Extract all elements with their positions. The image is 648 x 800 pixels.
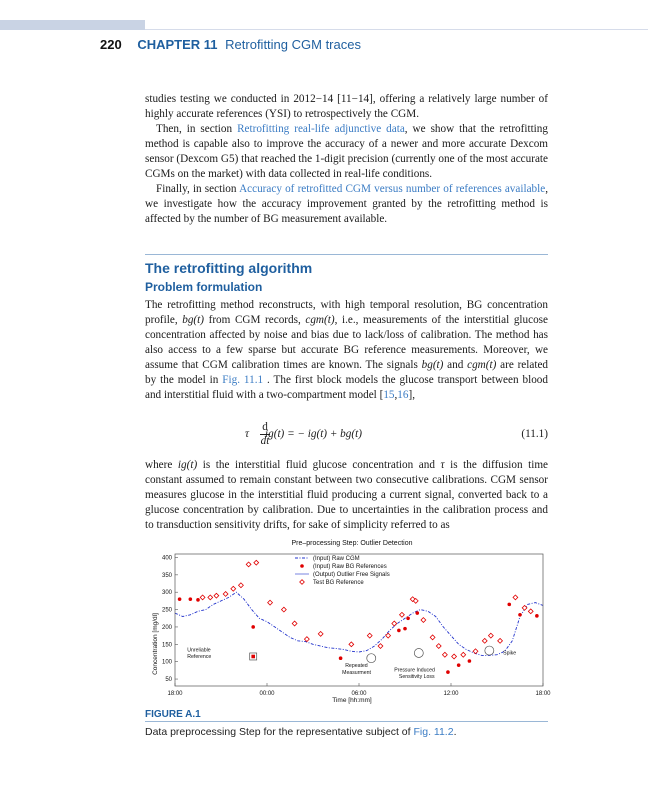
test-reference-point — [442, 652, 447, 657]
running-header — [100, 37, 361, 52]
cgm-series-line — [175, 592, 543, 655]
header-accent-bar — [0, 20, 145, 30]
y-tick-label: 350 — [161, 572, 172, 579]
test-reference-point — [488, 633, 493, 638]
equation-body: τ ig(t) = − ig(t) + bg(t) — [245, 428, 362, 440]
x-tick-label: 00:00 — [259, 691, 275, 697]
highlight-circle — [367, 654, 376, 663]
legend-label: (Input) Raw BG References — [313, 564, 387, 570]
test-reference-point — [400, 612, 405, 617]
y-tick-label: 300 — [161, 590, 172, 597]
figure-link-11-2[interactable]: Fig. 11.2 — [413, 726, 454, 738]
legend-label: (Output) Outlier Free Signals — [313, 572, 390, 578]
test-reference-point — [473, 649, 478, 654]
x-tick-label: 06:00 — [351, 691, 367, 697]
test-reference-point — [386, 633, 391, 638]
section-paragraph-1: The retrofitting method reconstructs, with high temporal resolution, BG concentration profile, bg(t) from CGM records, cgm(t), i.e., measurements of the interstitial glucose concentration affected by noise and bias due to lack/loss of calibration. The method has also access to a few sparse but accurate BG reference measurements. Moreover, we assume that CGM calibration times are known. The signals bg(t) and cgm(t) are related by the model in Fig. 11.1 . The first block models the glucose transport between blood and interstitial fluid with a two-compartment model [15,16], — [145, 299, 549, 401]
subsection-title: Problem formulation — [145, 280, 263, 294]
citation-15[interactable]: 15 — [383, 389, 395, 401]
test-reference-point — [452, 654, 457, 659]
legend-swatch-bg — [300, 564, 304, 568]
chart-annotation: Unreliable — [187, 647, 211, 654]
page-number: 220 — [100, 37, 122, 52]
bg-reference-point — [178, 597, 182, 601]
intro-paragraph-1: studies testing we conducted in 2012−14 [11−14], offering a relatively large number of highly accurate references (YSI) to retrospectively the CGM. — [145, 93, 548, 120]
outlier-detection-chart — [145, 536, 551, 706]
test-reference-point — [254, 560, 259, 565]
test-reference-point — [281, 607, 286, 612]
legend-label: (Input) Raw CGM — [313, 556, 360, 562]
section-text — [145, 298, 548, 403]
bg-reference-point — [535, 614, 539, 618]
chart-annotation: Measurment — [342, 669, 371, 676]
test-reference-point — [513, 595, 518, 600]
bg-reference-point — [403, 627, 407, 631]
test-reference-point — [318, 631, 323, 636]
test-reference-point — [436, 644, 441, 649]
legend-swatch-test — [300, 580, 305, 585]
header-rule — [145, 29, 648, 30]
chapter-title: Retrofitting CGM traces — [225, 37, 361, 52]
plot-area — [175, 560, 543, 680]
test-reference-point — [349, 642, 354, 647]
equation-11-1 — [145, 422, 548, 452]
y-tick-label: 50 — [165, 677, 172, 684]
test-reference-point — [304, 637, 309, 642]
chapter-label: CHAPTER 11 — [137, 37, 218, 52]
section-link-accuracy[interactable]: Accuracy of retrofitted CGM versus number of references available — [239, 183, 546, 195]
legend-label: Test BG Reference — [313, 580, 364, 586]
x-axis-label: Time [hh:mm] — [332, 697, 372, 704]
test-reference-point — [421, 618, 426, 623]
section-rule — [145, 254, 548, 255]
test-reference-point — [208, 595, 213, 600]
bg-reference-point — [457, 663, 461, 667]
bg-reference-point — [196, 598, 200, 602]
section-title: The retrofitting algorithm — [145, 260, 313, 276]
bg-reference-point — [339, 656, 343, 660]
section-text-2 — [145, 458, 548, 533]
bg-reference-point — [468, 659, 472, 663]
x-tick-label: 18:00 — [535, 691, 551, 697]
equation-derivative: d dt — [260, 421, 270, 447]
chart-annotation: Repeated — [345, 662, 368, 669]
figure-rule — [145, 721, 548, 722]
intro-text — [145, 92, 548, 227]
x-tick-label: 12:00 — [443, 691, 459, 697]
y-tick-label: 400 — [161, 555, 172, 562]
bg-reference-point — [507, 603, 511, 607]
unreliable-marker-dot — [251, 655, 255, 659]
test-reference-point — [378, 644, 383, 649]
test-reference-point — [482, 638, 487, 643]
test-reference-point — [239, 583, 244, 588]
citation-16[interactable]: 16 — [397, 389, 409, 401]
bg-reference-point — [415, 611, 419, 615]
chart-title: Pre–processing Step: Outlier Detection — [291, 540, 413, 547]
intro-paragraph-3: Finally, in section Accuracy of retrofitted CGM versus number of references available, we investigate how the accuracy improvement granted by the retrofitting method is affected by the number of BG measurement available. — [145, 183, 549, 225]
y-tick-label: 250 — [161, 607, 172, 614]
highlight-circle — [485, 646, 494, 655]
test-reference-point — [214, 593, 219, 598]
bg-reference-point — [189, 597, 193, 601]
section-paragraph-2: where ig(t) is the interstitial fluid glucose concentration and τ is the diffusion time constant assumed to remain constant between two consecutive calibrations. CGM sensor measures glucose in the interstitial fluid producing a current signal, converted back to a glucose concentration by calibration. Due to uncertainties in the calibration process and to transduction sensitivity drifts, for sake of simplicity referred to as — [145, 459, 548, 531]
bg-reference-point — [406, 616, 410, 620]
bg-reference-point — [251, 625, 255, 629]
intro-paragraph-2: Then, in section Retrofitting real-life adjunctive data, we show that the retrofitting method is capable also to improve the accuracy of a newer and more accurate Dexcom sensor (Dexcom G5) that reached the 1-digit precision (currently one of the most accurate CGMs on the market) with data collected in real-life conditions. — [145, 123, 548, 180]
figure-link-11-1[interactable]: Fig. 11.1 — [222, 374, 264, 386]
test-reference-point — [528, 609, 533, 614]
bg-reference-point — [397, 629, 401, 633]
test-reference-point — [200, 595, 205, 600]
bg-reference-point — [518, 613, 522, 617]
x-tick-label: 18:00 — [167, 691, 183, 697]
y-tick-label: 150 — [161, 642, 172, 649]
figure-label: FIGURE A.1 — [145, 709, 201, 720]
test-reference-point — [292, 621, 297, 626]
section-link-real-life[interactable]: Retrofitting real-life adjunctive data — [237, 123, 405, 135]
figure-caption: Data preprocessing Step for the representative subject of Fig. 11.2. — [145, 726, 457, 738]
chart-annotation: Sensitivity Loss — [398, 674, 435, 681]
chart-annotation: Spike — [503, 650, 517, 657]
highlight-circle — [414, 649, 423, 658]
test-reference-point — [430, 635, 435, 640]
test-reference-point — [246, 562, 251, 567]
test-reference-point — [461, 652, 466, 657]
chart-legend — [295, 556, 390, 586]
test-reference-point — [223, 592, 228, 597]
test-reference-point — [268, 600, 273, 605]
test-reference-point — [498, 638, 503, 643]
y-tick-label: 100 — [161, 659, 172, 666]
chart-annotation: Pressure Induced — [394, 667, 435, 674]
test-reference-point — [231, 586, 236, 591]
chart-annotation: Reference — [187, 654, 212, 661]
bg-reference-point — [446, 670, 450, 674]
y-axis-label: Concentration [mg/dl] — [152, 613, 159, 675]
test-reference-point — [367, 633, 372, 638]
y-tick-label: 200 — [161, 624, 172, 631]
equation-number: (11.1) — [521, 428, 548, 440]
